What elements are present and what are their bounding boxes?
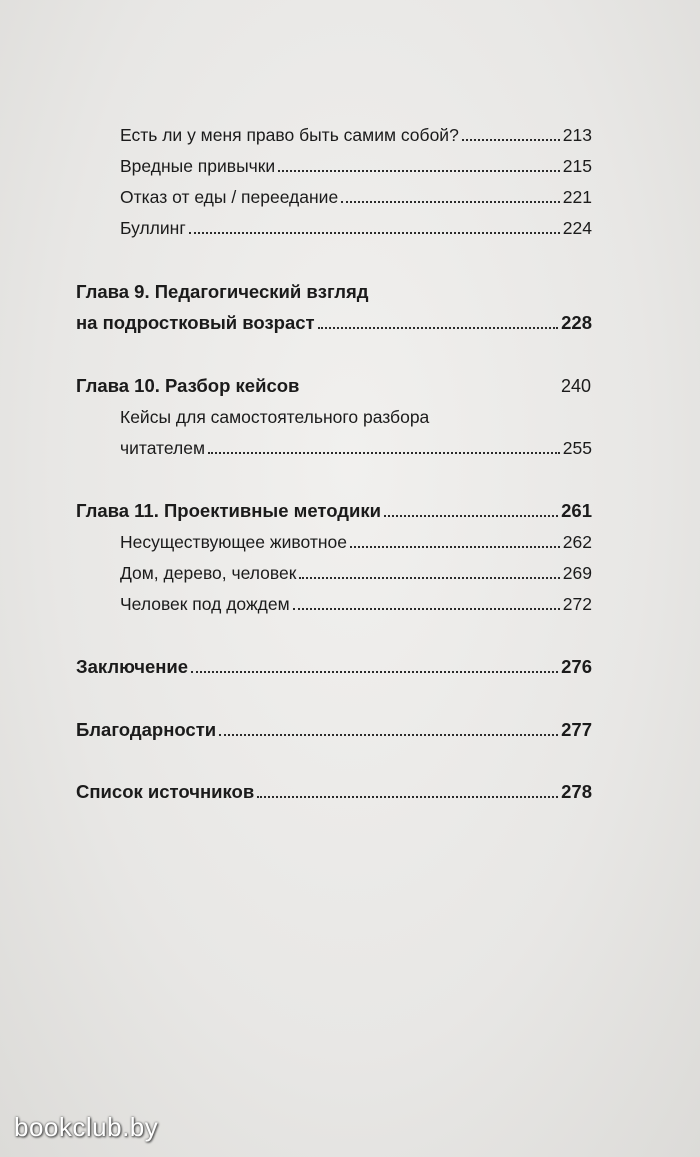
toc-entry-page: 278 [561,781,592,802]
dot-leader [278,170,560,172]
toc-chapter-entry [76,719,592,741]
toc-entry [120,186,592,208]
toc-entry [120,593,592,615]
toc-entry-title-line1: Кейсы для самостоятельного разбора [120,407,430,427]
toc-entry-title: Дом, дерево, человек [120,563,297,583]
toc-entry [120,562,592,584]
dot-leader [257,796,558,798]
toc-entry-title: Глава 11. Проективные методики [76,500,382,521]
toc-entry-title: Вредные привычки [120,156,276,176]
toc-entry-page: 277 [561,719,592,740]
toc-entry [120,217,592,239]
chapter-title: Глава 10. Разбор кейсов [76,375,300,396]
toc-chapter-entry [76,312,592,334]
toc-entry-page: 240 [561,376,592,396]
dot-leader [299,577,559,579]
dot-leader [293,608,560,610]
toc-entry-page: 228 [561,312,592,333]
dot-leader [384,515,558,517]
dot-leader [350,546,560,548]
dot-leader [219,734,558,736]
toc-entry-title: Есть ли у меня право быть самим собой? [120,125,459,145]
dot-leader [341,201,560,203]
toc-chapter-entry [76,781,592,803]
toc-entry-title: Человек под дождем [120,594,290,614]
toc-entry-title: Буллинг [120,218,186,238]
toc-entry [120,437,592,459]
toc-entry-page: 276 [561,656,592,677]
toc-entry-title: Благодарности [76,719,217,740]
chapter-title-line1: Глава 9. Педагогический взгляд [76,281,369,302]
dot-leader [189,232,560,234]
toc-entry [120,124,592,146]
dot-leader [318,327,559,329]
toc-entry-page: 261 [561,500,592,521]
toc-entry-page: 255 [562,438,592,458]
dot-leader [191,671,558,673]
toc-entry-title: на подростковый возраст [76,312,315,333]
toc-entry-title: Несуществующее животное [120,532,347,552]
toc-entry-page: 262 [562,532,592,552]
toc-entry-page: 224 [562,218,592,238]
toc-entry-title: Отказ от еды / переедание [120,187,339,207]
watermark: bookclub.by [14,1112,159,1142]
toc-entry-page: 221 [562,187,592,207]
toc-entry-title: Список источников [76,781,255,802]
toc-entry [120,155,592,177]
toc-entry-title: Заключение [76,656,189,677]
toc-entry [120,531,592,553]
toc-entry-page: 215 [562,156,592,176]
toc-entry-title: читателем [120,438,206,458]
toc-entry-page: 213 [562,125,592,145]
toc-chapter-entry [76,500,592,522]
toc-entry-page: 269 [562,563,592,583]
toc-chapter-entry [76,656,592,678]
dot-leader [462,139,560,141]
toc-entry-page: 272 [562,594,592,614]
dot-leader [208,452,560,454]
